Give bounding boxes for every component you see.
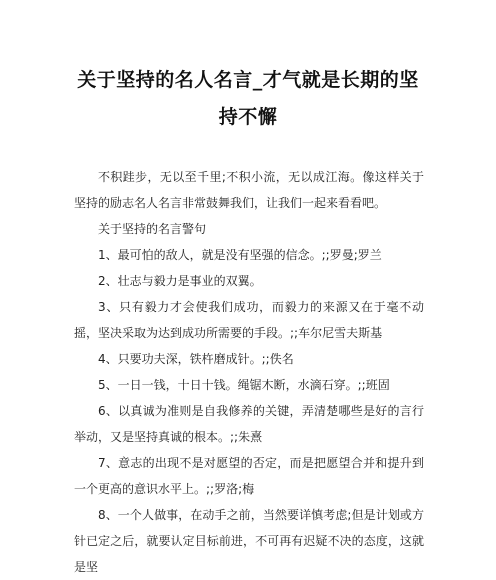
intro-paragraph: 不积跬步，无以至千里;不积小流，无以成江海。像这样关于坚持的励志名人名言非常鼓舞我们，让我们一起来看看吧。 xyxy=(74,170,424,210)
quote-item: 7、意志的出现不是对愿望的否定，而是把愿望合并和提升到一个更高的意识水平上。;;罗洛;梅 xyxy=(74,456,424,496)
document-title: 关于坚持的名人名言_才气就是长期的坚持不懈 xyxy=(77,69,419,128)
quote-item: 4、只要功夫深，铁杵磨成针。;;佚名 xyxy=(98,352,294,366)
quote-item: 5、一日一钱，十日十钱。绳锯木断，水滴石穿。;;班固 xyxy=(98,378,390,392)
section-heading: 关于坚持的名言警句 xyxy=(98,222,207,236)
quote-item: 2、壮志与毅力是事业的双翼。 xyxy=(98,274,262,288)
quote-item: 3、只有毅力才会使我们成功，而毅力的来源又在于毫不动摇，坚决采取为达到成功所需要的手段。;;车尔尼雪夫斯基 xyxy=(74,300,424,340)
document-body xyxy=(74,164,424,580)
quote-item: 6、以真诚为准则是自我修养的关键，弄清楚哪些是好的言行举动，又是坚持真诚的根本。;;朱熹 xyxy=(74,404,424,444)
quote-item: 8、一个人做事，在动手之前，当然要详慎考虑;但是计划或方针已定之后，就要认定目标前进，不可再有迟疑不决的态度，这就是坚 xyxy=(74,508,424,574)
quote-item: 1、最可怕的敌人，就是没有坚强的信念。;;罗曼;罗兰 xyxy=(98,248,382,262)
